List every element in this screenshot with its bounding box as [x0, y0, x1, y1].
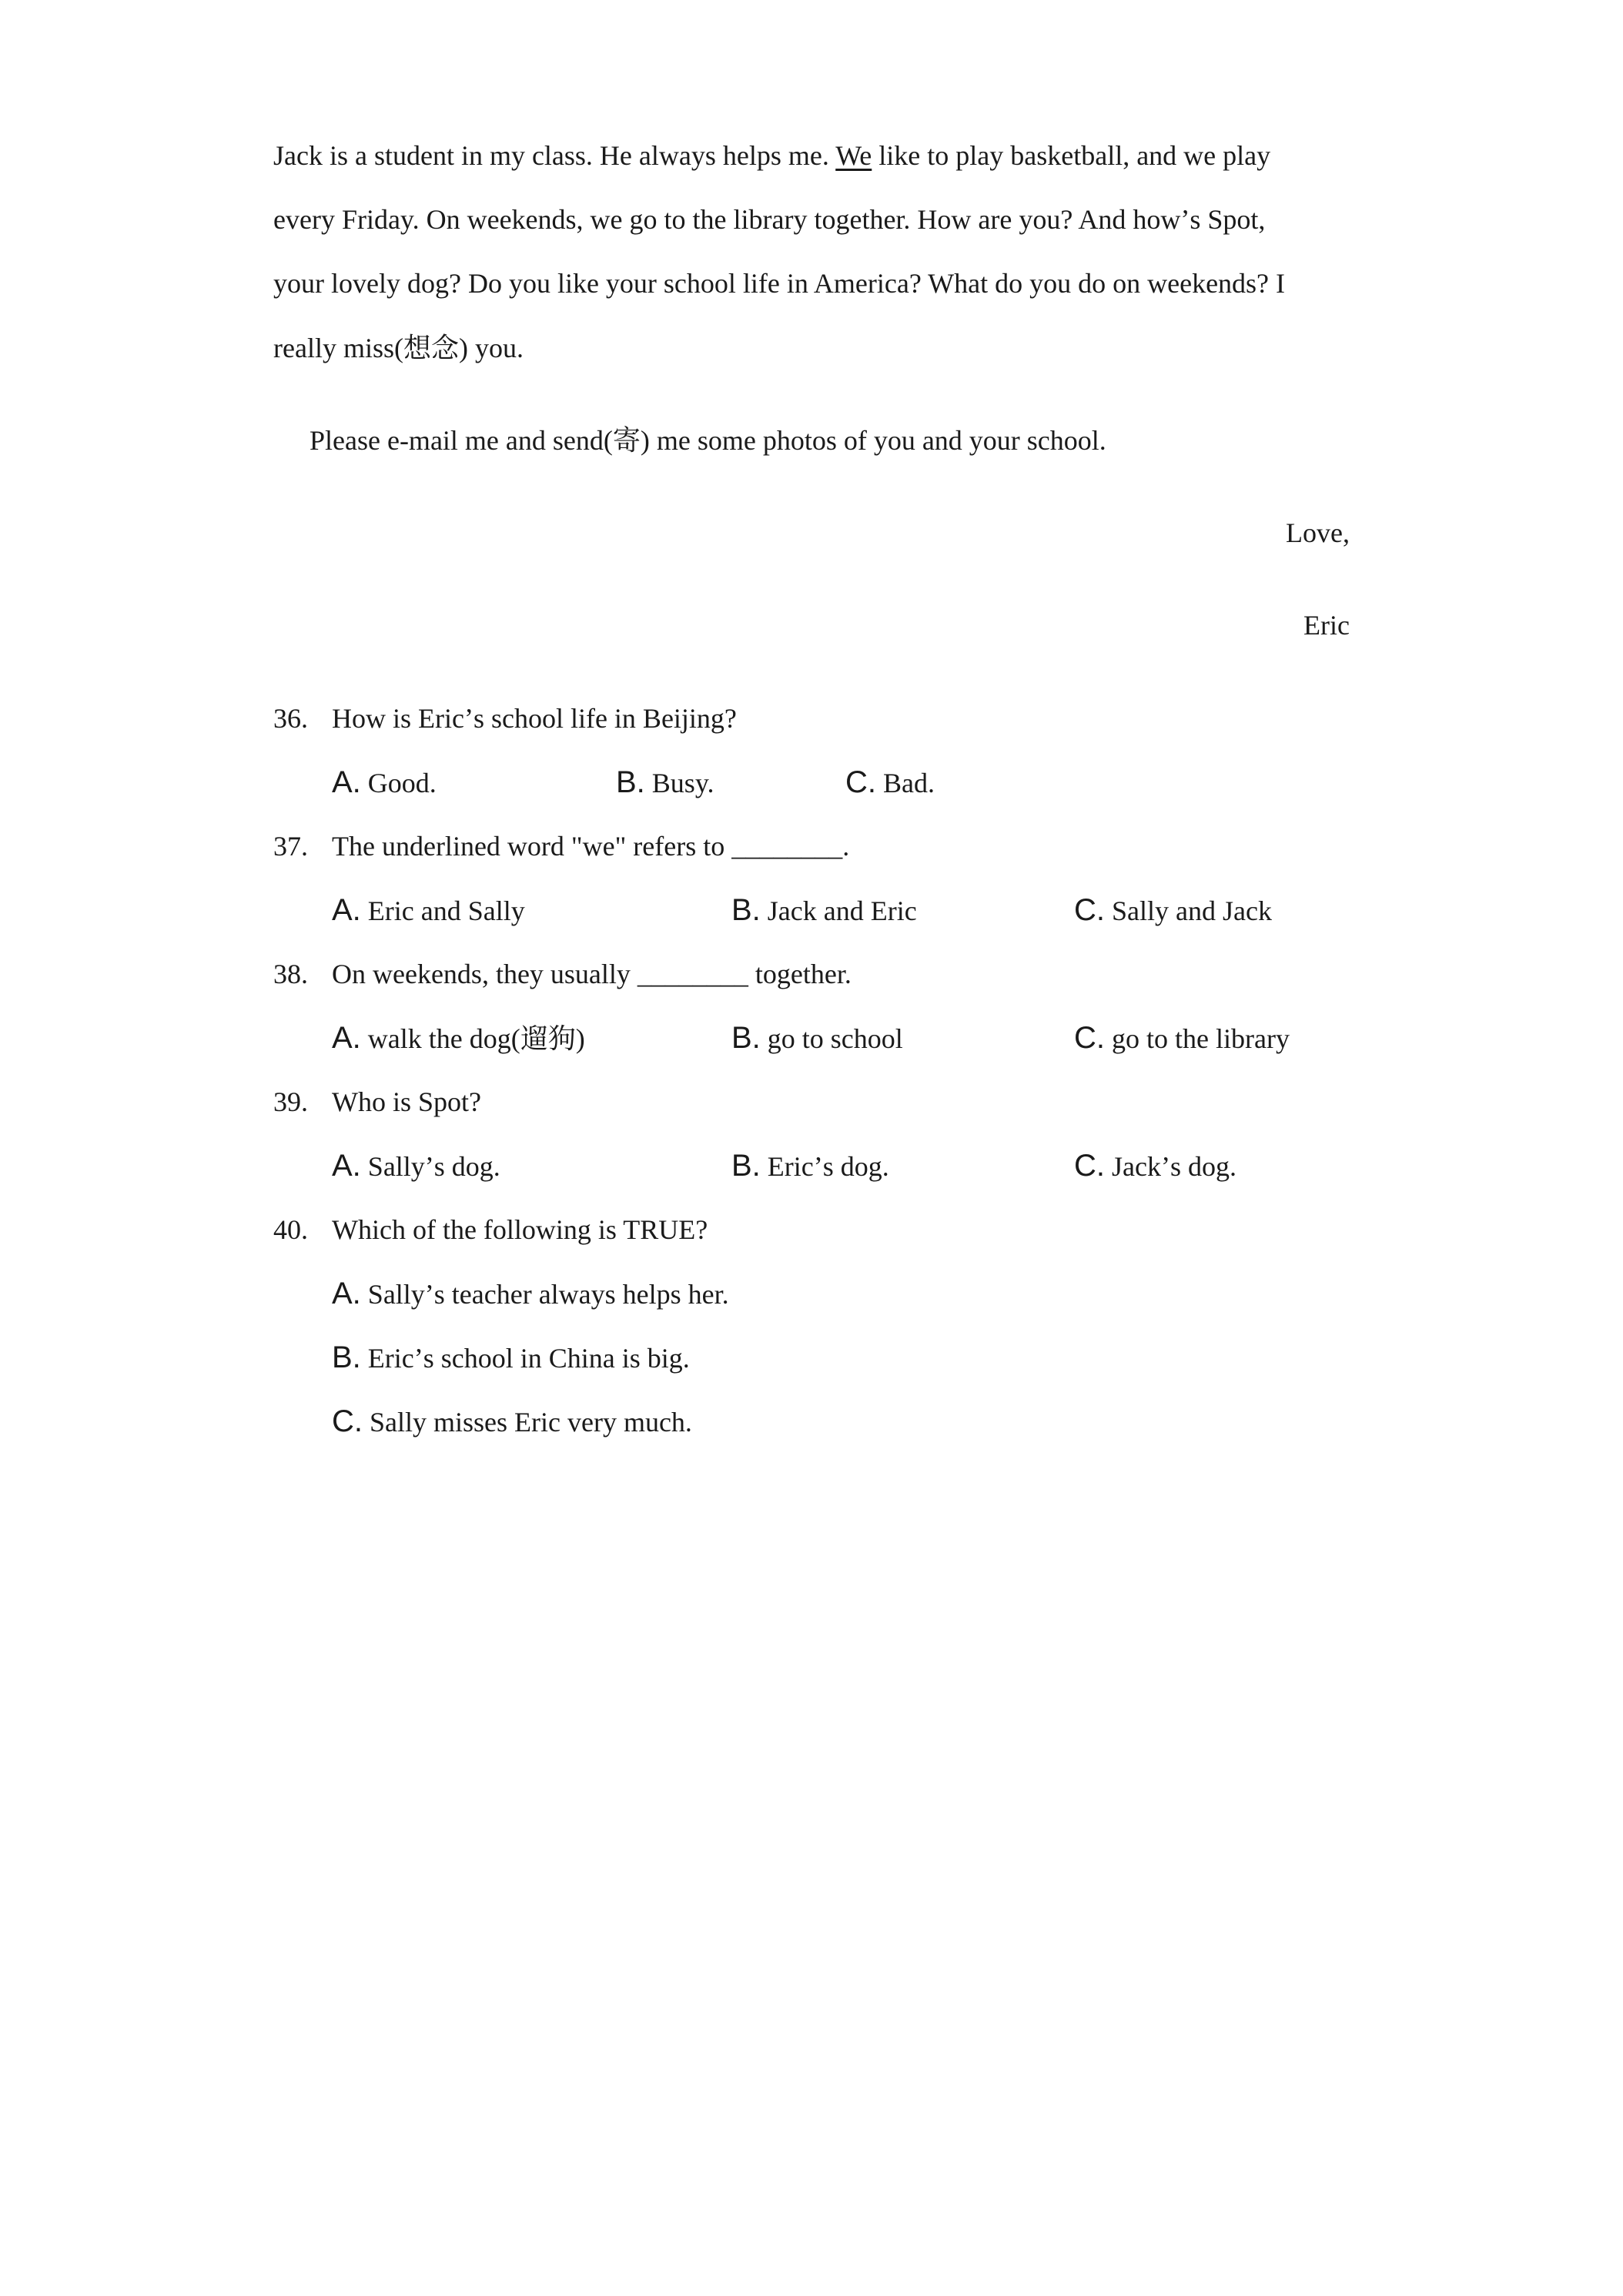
option-letter: A. [332, 1277, 361, 1310]
option-text: Ericʼs dog. [767, 1151, 889, 1182]
question-number: 36. [273, 703, 308, 734]
option-letter: B. [332, 1340, 361, 1374]
option-c[interactable] [1074, 1149, 1236, 1183]
option-b[interactable] [616, 765, 714, 800]
option-text: Sallyʼs teacher always helps her. [367, 1279, 729, 1310]
passage-text: Jack is a student in my class. He always helps me. [273, 140, 836, 171]
question-number: 40. [273, 1214, 308, 1245]
option-text: go to the library [1112, 1023, 1290, 1054]
option-text: walk the dog(遛狗) [367, 1023, 585, 1054]
option-text: Ericʼs school in China is big. [367, 1343, 690, 1374]
option-text: go to school [767, 1023, 903, 1054]
option-text: Busy. [651, 768, 714, 798]
option-c[interactable] [845, 765, 935, 800]
passage-line-5: Please e-mail me and send(寄) me some photos of you and your school. [310, 425, 1106, 456]
option-a[interactable] [332, 765, 437, 800]
option-letter: C. [1074, 1021, 1105, 1055]
option-letter: B. [731, 893, 761, 927]
question-number: 39. [273, 1086, 308, 1117]
option-text: Sallyʼs dog. [367, 1151, 500, 1182]
question-text: Which of the following is TRUE? [332, 1214, 708, 1245]
question-text: On weekends, they usually ________ together. [332, 959, 852, 989]
option-letter: B. [616, 765, 645, 799]
passage-line-4: really miss(想念) you. [273, 333, 524, 363]
passage-line-2: every Friday. On weekends, we go to the library together. How are you? And howʼs Spot, [273, 204, 1266, 235]
option-a[interactable] [332, 1277, 729, 1311]
letter-signature: Eric [1303, 610, 1350, 641]
option-a[interactable] [332, 893, 525, 928]
option-b[interactable] [731, 1149, 889, 1183]
option-a[interactable] [332, 1021, 585, 1056]
option-b[interactable] [731, 1021, 903, 1056]
option-letter: C. [1074, 1149, 1105, 1183]
question-number: 38. [273, 959, 308, 989]
question-number: 37. [273, 831, 308, 862]
option-c[interactable] [1074, 1021, 1290, 1056]
underlined-word: We [835, 140, 872, 171]
option-b[interactable] [731, 893, 917, 928]
option-letter: A. [332, 765, 361, 799]
option-letter: A. [332, 893, 361, 927]
option-text: Good. [367, 768, 437, 798]
option-letter: A. [332, 1149, 361, 1183]
option-text: Sally and Jack [1112, 895, 1272, 926]
option-letter: B. [731, 1021, 761, 1055]
passage-text: like to play basketball, and we play [872, 140, 1271, 171]
option-text: Bad. [883, 768, 935, 798]
option-a[interactable] [332, 1149, 500, 1183]
question-text: Who is Spot? [332, 1086, 481, 1117]
passage-line-1 [273, 139, 1270, 172]
option-text: Eric and Sally [367, 895, 525, 926]
option-b[interactable] [332, 1340, 690, 1375]
question-text: How is Ericʼs school life in Beijing? [332, 703, 737, 734]
passage-line-3: your lovely dog? Do you like your school life in America? What do you do on weekends? I [273, 268, 1286, 299]
question-text: The underlined word "we" refers to ________. [332, 831, 850, 862]
option-text: Sally misses Eric very much. [370, 1407, 692, 1438]
option-text: Jack and Eric [767, 895, 917, 926]
option-letter: C. [845, 765, 876, 799]
option-letter: A. [332, 1021, 361, 1055]
option-letter: B. [731, 1149, 761, 1183]
letter-closing: Love, [1286, 517, 1350, 548]
option-letter: C. [1074, 893, 1105, 927]
option-c[interactable] [332, 1404, 692, 1439]
option-text: Jackʼs dog. [1112, 1151, 1236, 1182]
option-c[interactable] [1074, 893, 1272, 928]
option-letter: C. [332, 1404, 363, 1438]
